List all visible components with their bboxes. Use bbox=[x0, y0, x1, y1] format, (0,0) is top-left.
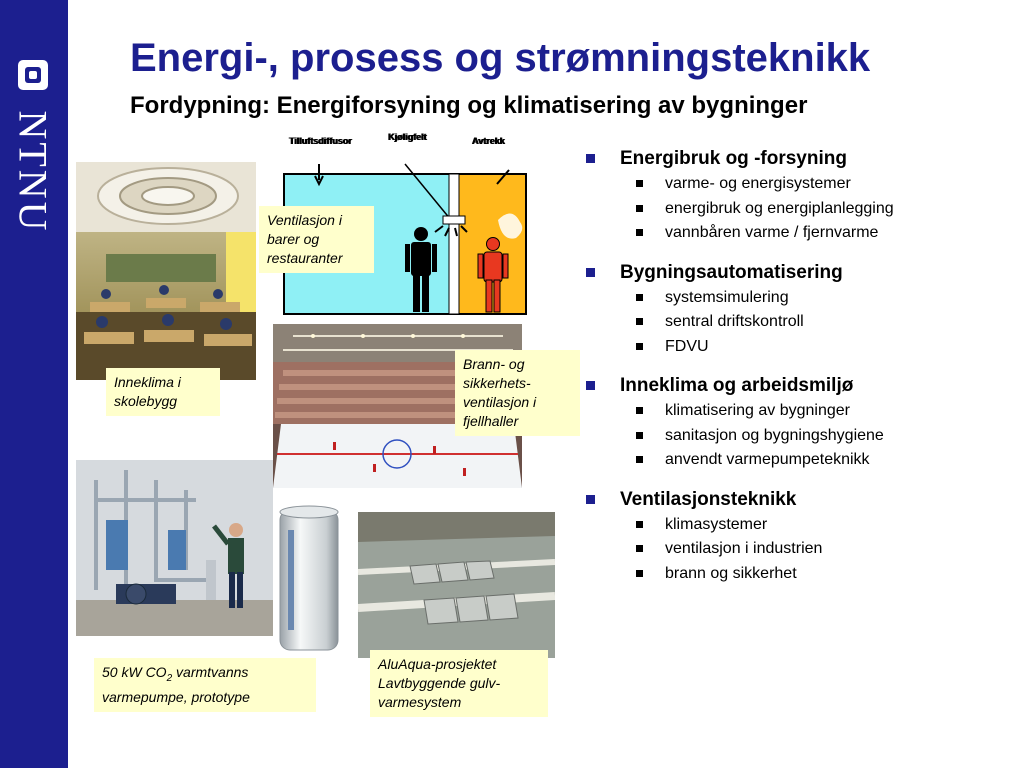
square-bullet-icon bbox=[586, 154, 595, 163]
caption-ventilation bbox=[259, 206, 374, 273]
square-bullet-icon bbox=[586, 495, 595, 504]
caption-heat-pump-text: varmtvanns bbox=[172, 664, 249, 680]
caption-school-line: Inneklima i bbox=[114, 374, 181, 390]
slide-title: Energi-, prosess og strømningsteknikk bbox=[130, 36, 871, 80]
ntnu-logo-icon bbox=[18, 60, 48, 90]
topic-item-text: anvendt varmepumpeteknikk bbox=[665, 451, 870, 468]
caption-heat-pump-line2: varmepumpe, prototype bbox=[102, 688, 250, 705]
topic-item-text: systemsimulering bbox=[665, 288, 789, 306]
caption-ventilation-line: Ventilasjon i bbox=[267, 212, 342, 228]
caption-heat-pump-line1 bbox=[102, 663, 308, 688]
caption-ventilation-line: restauranter bbox=[267, 250, 343, 266]
caption-fire-line: sikkerhets- bbox=[463, 375, 531, 391]
square-bullet-icon bbox=[636, 545, 643, 552]
caption-aluaqua-line: AluAqua-prosjektet bbox=[378, 656, 497, 672]
classroom-photo bbox=[76, 162, 256, 380]
diagram-label-cooling: Kjøligfelt bbox=[387, 132, 427, 142]
topic-heading-text: Inneklima og arbeidsmiljø bbox=[620, 375, 854, 396]
topic-item bbox=[584, 310, 1014, 335]
topic-item bbox=[584, 286, 1014, 311]
caption-heat-pump bbox=[94, 658, 316, 712]
square-bullet-icon bbox=[636, 229, 643, 236]
topic-item-text: varme- og energisystemer bbox=[665, 175, 851, 192]
caption-heat-pump-subscript: 2 bbox=[166, 672, 173, 684]
topic-item bbox=[584, 399, 1014, 424]
topic-item bbox=[584, 221, 1014, 246]
caption-heat-pump-text: 50 kW CO bbox=[102, 664, 167, 680]
topic-heading bbox=[584, 373, 1014, 399]
topic-item bbox=[584, 562, 1014, 587]
topic-item-text: energibruk og energiplanlegging bbox=[665, 199, 894, 217]
topic-section bbox=[584, 373, 1014, 473]
square-bullet-icon bbox=[636, 180, 643, 187]
topic-heading-text: Energibruk og -forsyning bbox=[620, 148, 847, 169]
topic-item bbox=[584, 537, 1014, 562]
square-bullet-icon bbox=[636, 570, 643, 577]
caption-ventilation-line: barer og bbox=[267, 231, 320, 247]
topic-heading-text: Ventilasjonsteknikk bbox=[620, 488, 797, 510]
topic-item-text: vannbåren varme / fjernvarme bbox=[665, 224, 879, 241]
caption-fire-ventilation bbox=[455, 350, 580, 436]
topic-item bbox=[584, 197, 1014, 222]
floor-heating-photo-graphic bbox=[358, 512, 555, 658]
square-bullet-icon bbox=[586, 381, 595, 390]
caption-fire-line: fjellhaller bbox=[463, 413, 519, 429]
topic-item-text: brann og sikkerhet bbox=[665, 564, 797, 582]
water-heater-photo-graphic bbox=[276, 502, 342, 652]
floor-heating-photo bbox=[358, 512, 555, 658]
caption-aluaqua bbox=[370, 650, 548, 717]
caption-fire-line: Brann- og bbox=[463, 356, 525, 372]
classroom-photo-graphic bbox=[76, 162, 256, 380]
square-bullet-icon bbox=[636, 521, 643, 528]
heat-pump-lab-photo-graphic bbox=[76, 460, 273, 636]
slide-subtitle: Fordypning: Energiforsyning og klimatisering av bygninger bbox=[130, 92, 808, 119]
square-bullet-icon bbox=[586, 268, 595, 277]
caption-school bbox=[106, 368, 220, 416]
topic-heading bbox=[584, 260, 1014, 286]
diagram-label-exhaust: Avtrekk bbox=[471, 136, 505, 146]
topic-item bbox=[584, 335, 1014, 360]
topic-item-text: FDVU bbox=[665, 337, 709, 355]
ntnu-logo-text: NTNU bbox=[10, 110, 56, 234]
square-bullet-icon bbox=[636, 294, 643, 301]
square-bullet-icon bbox=[636, 343, 643, 350]
topic-item bbox=[584, 448, 1014, 473]
heat-pump-lab-photo bbox=[76, 460, 273, 636]
topic-list bbox=[584, 146, 1014, 600]
topic-item bbox=[584, 424, 1014, 449]
caption-school-line: skolebygg bbox=[114, 393, 178, 409]
caption-aluaqua-line: varmesystem bbox=[378, 694, 462, 710]
square-bullet-icon bbox=[636, 205, 643, 212]
topic-section bbox=[584, 487, 1014, 587]
square-bullet-icon bbox=[636, 318, 643, 325]
topic-heading bbox=[584, 146, 1014, 172]
topic-item-text: sanitasjon og bygningshygiene bbox=[665, 426, 884, 444]
topic-item-text: klimasystemer bbox=[665, 515, 768, 533]
topic-heading bbox=[584, 487, 1014, 513]
topic-item bbox=[584, 172, 1014, 197]
topic-item-text: ventilasjon i industrien bbox=[665, 540, 823, 557]
topic-item-text: klimatisering av bygninger bbox=[665, 402, 850, 419]
caption-aluaqua-line: Lavtbyggende gulv- bbox=[378, 675, 501, 691]
water-heater-photo bbox=[276, 502, 342, 652]
topic-item bbox=[584, 513, 1014, 538]
diagram-label-supply: Tilluftsdiffusor bbox=[288, 136, 352, 146]
topic-item-text: sentral driftskontroll bbox=[665, 313, 804, 330]
square-bullet-icon bbox=[636, 407, 643, 414]
square-bullet-icon bbox=[636, 432, 643, 439]
topic-section bbox=[584, 146, 1014, 246]
square-bullet-icon bbox=[636, 456, 643, 463]
caption-fire-line: ventilasjon i bbox=[463, 394, 537, 410]
topic-heading-text: Bygningsautomatisering bbox=[620, 261, 843, 283]
topic-section bbox=[584, 260, 1014, 360]
ntnu-sidebar bbox=[0, 0, 68, 768]
